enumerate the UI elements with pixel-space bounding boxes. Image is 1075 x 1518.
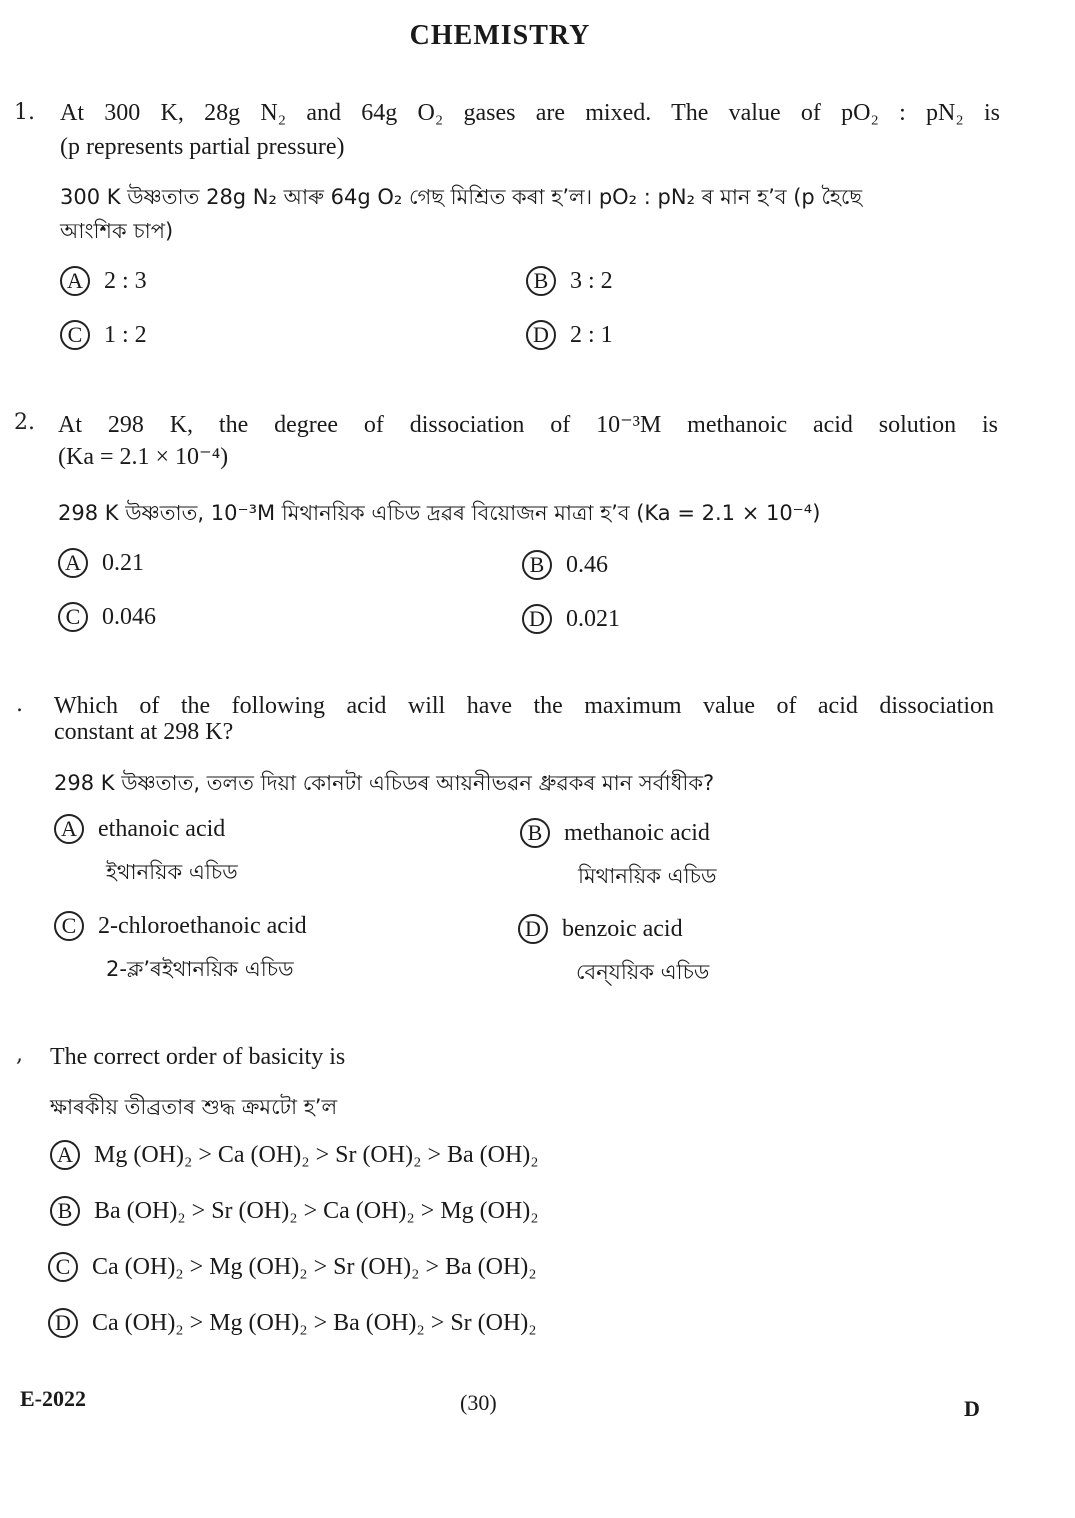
question-3-option-a[interactable] xyxy=(54,814,238,891)
footer-page-number: (30) xyxy=(460,1390,497,1415)
option-text-assamese: মিথানয়িক এচিড xyxy=(578,864,717,888)
option-b-marker-icon: B xyxy=(520,818,550,848)
question-4-text-as-line1: ক্ষাৰকীয় তীব্ৰতাৰ শুদ্ধ ক্ৰমটো হ’ল xyxy=(50,1095,338,1119)
question-2-option-c[interactable] xyxy=(58,602,156,632)
page-title: CHEMISTRY xyxy=(409,20,591,51)
question-4-option-b[interactable] xyxy=(50,1196,539,1226)
option-a-marker-icon: A xyxy=(54,814,84,844)
option-text: ethanoic acid xyxy=(98,815,226,842)
option-text: 0.046 xyxy=(102,603,156,630)
option-text: 2 : 1 xyxy=(570,321,613,348)
option-d-marker-icon: D xyxy=(522,604,552,634)
question-3-option-c[interactable] xyxy=(54,911,307,988)
question-3-number: . xyxy=(16,692,23,717)
option-text: Ba (OH)₂ > Sr (OH)₂ > Ca (OH)₂ > Mg (OH)₂ xyxy=(94,1197,539,1224)
question-4-number: , xyxy=(16,1042,23,1067)
question-2-text-as-line1: 298 K উষ্ণতাত, 10⁻³M মিথানয়িক এচিড দ্ৰৱৰ বিয়োজন মাত্ৰা হ’ব (Ka = 2.1 × 10⁻⁴) xyxy=(58,501,821,525)
option-c-marker-icon: C xyxy=(54,911,84,941)
option-b-marker-icon: B xyxy=(50,1196,80,1226)
option-text: benzoic acid xyxy=(562,915,683,942)
option-d-marker-icon: D xyxy=(526,320,556,350)
question-1-number: 1. xyxy=(14,100,35,125)
question-3-option-d[interactable] xyxy=(518,914,709,991)
question-4-option-c[interactable] xyxy=(48,1252,537,1282)
question-2-text-en-line2: (Ka = 2.1 × 10⁻⁴) xyxy=(58,444,229,470)
question-1-text-as-line2: আংশিক চাপ) xyxy=(60,219,174,243)
question-2-option-d[interactable] xyxy=(522,604,620,634)
option-text: 0.021 xyxy=(566,605,620,632)
question-3-option-b[interactable] xyxy=(520,818,716,895)
question-2-option-b[interactable] xyxy=(522,550,608,580)
question-2-option-a[interactable] xyxy=(58,548,144,578)
question-1-option-c[interactable] xyxy=(60,320,147,350)
question-1-text-as-line1: 300 K উষ্ণতাত 28g N₂ আৰু 64g O₂ গেছ মিশ্রিত কৰা হ’ল। pO₂ : pN₂ ৰ মান হ’ব (p হৈছে xyxy=(60,185,863,209)
option-text: Ca (OH)₂ > Mg (OH)₂ > Sr (OH)₂ > Ba (OH)₂ xyxy=(92,1253,537,1280)
question-2-number: 2. xyxy=(14,410,35,435)
question-1-option-b[interactable] xyxy=(526,266,613,296)
footer-exam-code: E-2022 xyxy=(20,1386,86,1411)
question-3-text-en-line2: constant at 298 K? xyxy=(54,719,234,745)
question-1-text-en-line2: (p represents partial pressure) xyxy=(60,134,345,160)
option-text: 0.21 xyxy=(102,549,144,576)
question-4-text-en-line1: The correct order of basicity is xyxy=(50,1044,346,1070)
option-d-marker-icon: D xyxy=(518,914,548,944)
option-text: 0.46 xyxy=(566,551,608,578)
question-1-text-en-line1: At 300 K, 28g N₂ and 64g O₂ gases are mixed. The value of pO₂ : pN₂ is xyxy=(60,100,1000,126)
option-c-marker-icon: C xyxy=(60,320,90,350)
option-text-assamese: বেন্‌যয়িক এচিড xyxy=(576,960,710,984)
option-text: 1 : 2 xyxy=(104,321,147,348)
option-b-marker-icon: B xyxy=(522,550,552,580)
option-b-marker-icon: B xyxy=(526,266,556,296)
question-1-option-a[interactable] xyxy=(60,266,147,296)
option-text: methanoic acid xyxy=(564,819,710,846)
question-3-text-as-line1: 298 K উষ্ণতাত, তলত দিয়া কোনটা এচিডৰ আয়নীভৱন ধ্ৰুৱকৰ মান সৰ্বাধীক? xyxy=(54,771,715,795)
option-a-marker-icon: A xyxy=(60,266,90,296)
option-text: 2-chloroethanoic acid xyxy=(98,912,307,939)
question-4-option-a[interactable] xyxy=(50,1140,539,1170)
option-c-marker-icon: C xyxy=(58,602,88,632)
option-text: 3 : 2 xyxy=(570,267,613,294)
option-text: Mg (OH)₂ > Ca (OH)₂ > Sr (OH)₂ > Ba (OH)₂ xyxy=(94,1141,539,1168)
option-a-marker-icon: A xyxy=(50,1140,80,1170)
option-c-marker-icon: C xyxy=(48,1252,78,1282)
option-text-assamese: ইথানয়িক এচিড xyxy=(106,860,238,884)
question-3-text-en-line1: Which of the following acid will have the maximum value of acid dissociation xyxy=(54,693,994,719)
option-a-marker-icon: A xyxy=(58,548,88,578)
option-text-assamese: 2-ক্ল’ৰইথানয়িক এচিড xyxy=(106,957,294,981)
footer-series-letter: D xyxy=(964,1396,980,1421)
option-text: 2 : 3 xyxy=(104,267,147,294)
question-1-option-d[interactable] xyxy=(526,320,613,350)
question-4-option-d[interactable] xyxy=(48,1308,537,1338)
option-text: Ca (OH)₂ > Mg (OH)₂ > Ba (OH)₂ > Sr (OH)₂ xyxy=(92,1309,537,1336)
question-2-text-en-line1: At 298 K, the degree of dissociation of 10⁻³M methanoic acid solution is xyxy=(58,412,998,438)
option-d-marker-icon: D xyxy=(48,1308,78,1338)
